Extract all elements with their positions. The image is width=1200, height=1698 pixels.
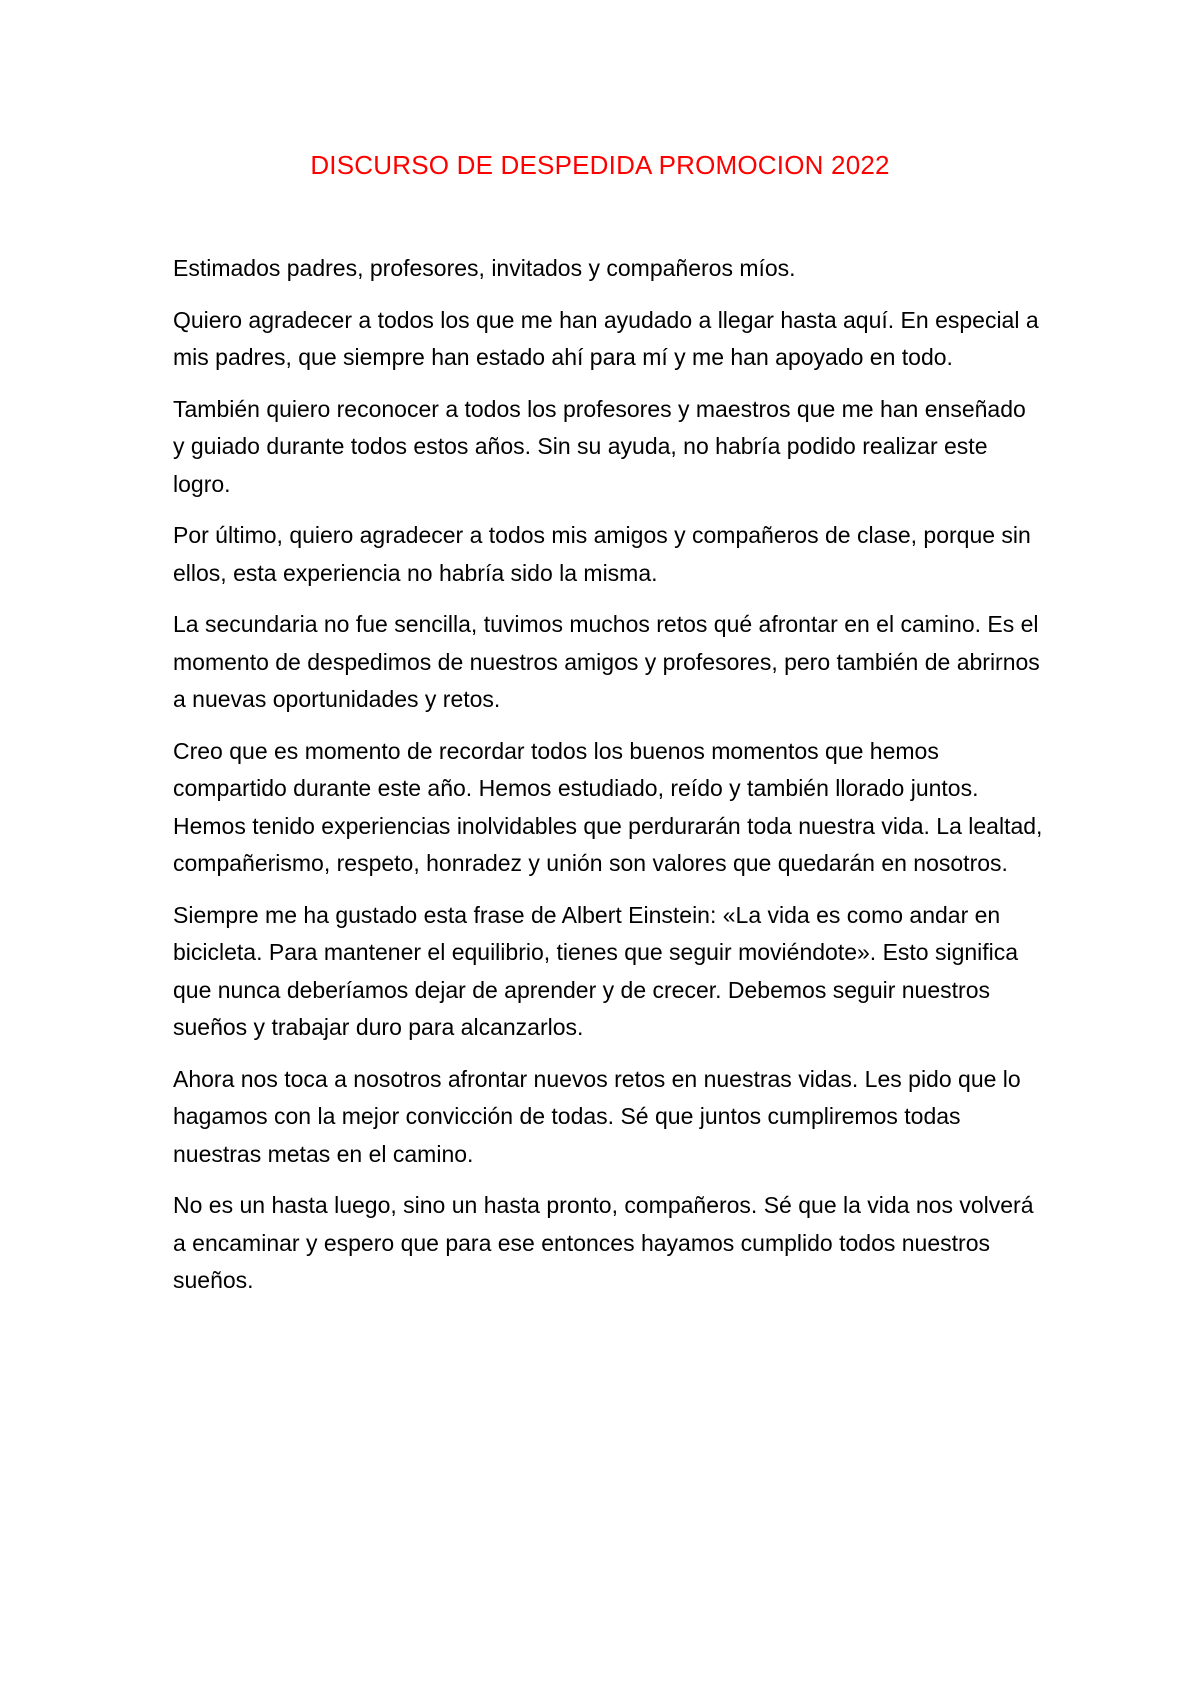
document-title: DISCURSO DE DESPEDIDA PROMOCION 2022 [310,150,890,180]
paragraph-farewell: No es un hasta luego, sino un hasta pronto, compañeros. Sé que la vida nos volverá a encaminar y espero que para ese entonces hayamos cumplido todos nuestros sueños. [173,1192,1034,1293]
paragraph-memories: Creo que es momento de recordar todos los buenos momentos que hemos compartido durante este año. Hemos estudiado, reído y también llorado juntos. Hemos tenido experiencias inolvidables que perdurarán toda nuestra vida. La lealtad, compañerismo, respeto, honradez y unión son valores que quedarán en nosotros. [173,737,1043,876]
paragraph-einstein-quote: Siempre me ha gustado esta frase de Albert Einstein: «La vida es como andar en bicicleta. Para mantener el equilibrio, tienes que seguir moviéndote». Esto significa que nunca deberíamos dejar de aprender y de crecer. Debemos seguir nuestros sueños y trabajar duro para alcanzarlos. [173,901,1019,1040]
paragraph-thanks-teachers: También quiero reconocer a todos los profesores y maestros que me han enseñado y guiado durante todos estos años. Sin su ayuda, no habría podido realizar este logro. [173,395,1026,497]
paragraph-greeting: Estimados padres, profesores, invitados y compañeros míos. [173,255,796,281]
document-body [173,250,1043,1314]
paragraph-thanks-parents: Quiero agradecer a todos los que me han ayudado a llegar hasta aquí. En especial a mis padres, que siempre han estado ahí para mí y me han apoyado en todo. [173,306,1039,370]
paragraph-secondary-school: La secundaria no fue sencilla, tuvimos muchos retos qué afrontar en el camino. Es el momento de despedimos de nuestros amigos y profesores, pero también de abrirnos a nuevas oportunidades y retos. [173,611,1040,712]
paragraph-thanks-friends: Por último, quiero agradecer a todos mis amigos y compañeros de clase, porque sin ellos, esta experiencia no habría sido la misma. [173,522,1031,586]
paragraph-new-challenges: Ahora nos toca a nosotros afrontar nuevos retos en nuestras vidas. Les pido que lo hagamos con la mejor convicción de todas. Sé que juntos cumpliremos todas nuestras metas en el camino. [173,1065,1021,1167]
